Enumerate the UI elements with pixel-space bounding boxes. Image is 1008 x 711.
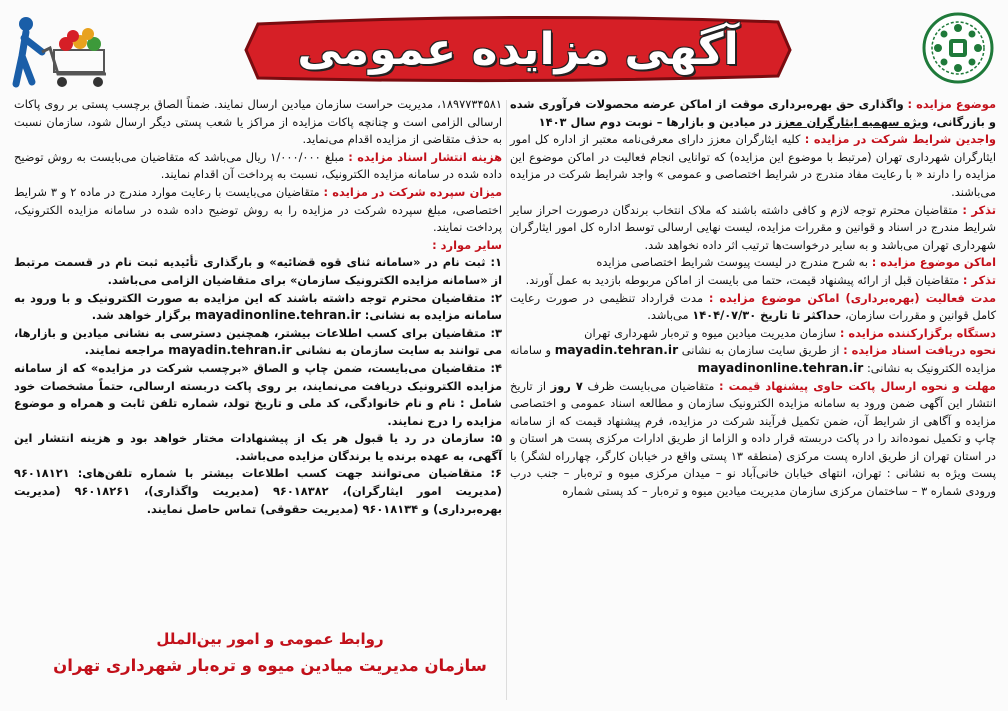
note1-paragraph xyxy=(510,202,996,255)
note2-text: متقاضیان قبل از ارائه پیشنهاد قیمت، حتما می بایست از اماکن مربوطه بازدید به عمل آورند. xyxy=(525,272,960,287)
duration-paragraph xyxy=(510,290,996,325)
subject-paragraph xyxy=(510,96,996,131)
item-3-url[interactable]: mayadin.tehran.ir xyxy=(168,343,292,358)
note2-label: تذکر : xyxy=(962,272,996,287)
fee-text: مبلغ ۱/۰۰۰/۰۰۰ ریال می‌باشد که متقاضیان می‌بایست به روش توضیح داده شده در سامانه مزایده الکترونیک، نسبت به پرداخت آن اقدام نمایند. xyxy=(14,149,502,182)
organizer-paragraph xyxy=(510,325,996,343)
subject-text-2: در میادین و بازارها – نوبت دوم سال ۱۴۰۳ xyxy=(538,114,772,129)
title-banner xyxy=(238,10,798,88)
subject-label: موضوع مزایده : xyxy=(907,97,997,111)
left-column xyxy=(14,96,502,518)
deadline-bold: ۷ روز xyxy=(550,378,583,393)
places-label: اماکن موضوع مزایده : xyxy=(871,255,996,270)
item-3-text-a: ۳: متقاضیان برای کسب اطلاعات بیشتر، همچنین دسترسی به نشانی میادین و بازارها، می توانند به سایت سازمان به نشانی xyxy=(14,325,502,358)
duration-text-2: می‌باشد. xyxy=(647,308,689,323)
header xyxy=(0,0,1008,100)
note1-label: تذکر : xyxy=(962,202,996,217)
deposit-paragraph xyxy=(14,184,502,237)
duration-bold: حداکثر تا تاریخ ۱۴۰۴/۰۷/۳۰ xyxy=(692,308,842,323)
fee-label: هزینه انتشار اسناد مزایده : xyxy=(348,149,503,164)
places-text: به شرح مندرج در لیست پیوست شرایط اختصاصی مزایده xyxy=(596,255,869,270)
item-4: ۴: متقاضیان می‌بایست، ضمن چاپ و الصاق «برچسب شرکت در مزایده» که از سامانه مزایده الکترونیک دریافت می‌نمایند، بر روی پاکت دربسته ارسالی، حتماً مشخصات خود شامل : نام و نام خانوادگی، کد ملی و تاریخ تولد، شماره تلفن ثابت و همراه و موضوع مزایده را درج نمایند. xyxy=(14,360,502,428)
organizer-text: سازمان مدیریت میادین میوه و تره‌بار شهرداری تهران xyxy=(584,325,837,340)
subject-underline: ویژه سهمیه ایثارگران معزز xyxy=(775,114,929,129)
item-5: ۵: سازمان در رد یا قبول هر یک از پیشنهادات مختار خواهد بود و هزینه انتشار این آگهی، به عهده برنده یا برندگان مزایده می‌باشد. xyxy=(14,431,502,463)
other-label: سایر موارد : xyxy=(432,237,502,252)
item-2-url[interactable]: mayadinonline.tehran.ir xyxy=(195,308,361,323)
other-heading xyxy=(14,237,502,255)
deadline-text: متقاضیان می‌بایست ظرف xyxy=(587,378,715,393)
deadline-text-2: از تاریخ انتشار این آگهی ضمن ورود به سامانه مزایده الکترونیک سازمان و مطالعه اسناد عمومی و اختصاصی مزایده و آگاهی از شرایط آن، ضمن تکمیل فرآیند شرکت در مزایده، فرم پیشنهاد قیمت که از سامانه چاپ و تکمیل نموده‌اند را در پاکت دربسته قرار داده و الزاما از طریق ادارات مرکزی پست هر استان و در استان تهران از طریق اداره پست مرکزی (منطقه ۱۳ پستی واقع در خیابان کارگر، چهارراه لشگر) با پست ویژه به نشانی : تهران، انتهای خیابان خانی‌آباد نو – میدان مرکزی میوه و تره‌بار – جنب درب ورودی شماره ۳ – ساختمان مرکزی سازمان مدیریت میادین میوه و تره‌بار – کد پستی شماره xyxy=(510,378,996,499)
duration-label: مدت فعالیت (بهره‌برداری) اماکن موضوع مزایده : xyxy=(708,290,996,305)
right-column xyxy=(510,96,996,501)
tehran-municipality-seal-icon xyxy=(922,12,994,84)
places-paragraph xyxy=(510,254,996,272)
organizer-label: دستگاه برگزارکننده مزایده : xyxy=(839,325,996,340)
eligibility-text: کلیه ایثارگران معزز دارای معرفی‌نامه معتبر از اداره کل امور ایثارگران شهرداری تهران (مرتبط با موضوع این مزایده) که توانایی انجام فعالیت در اماکن موضوع این مزایده را دارند « با رعایت مفاد مندرج در شرایط اختصاصی و عمومی » واجد شرایط شرکت در مزایده می‌باشند. xyxy=(510,132,996,199)
item-1: ۱: ثبت نام در «سامانه ثنای قوه قضائیه» و بارگذاری تأئیدیه ثبت نام در قسمت مرتبط از «سامانه مزایده الکترونیک سازمان» برای متقاضیان الزامی می‌باشد. xyxy=(14,255,502,287)
item-2-text-b: برگزار خواهد شد. xyxy=(91,308,192,323)
docs-label: نحوه دریافت اسناد مزایده : xyxy=(843,343,996,358)
deposit-text: متقاضیان می‌بایست با رعایت موارد مندرج در ماده ۲ و ۳ شرایط اختصاصی، مبلغ سپرده شرکت در مزایده را به روش توضیح داده شده در سامانه مزایده الکترونیک، پرداخت نمایند. xyxy=(14,184,502,235)
subject-text: واگذاری حق بهره‌برداری موقت از اماکن عرضه محصولات فرآوری شده و بازرگانی، xyxy=(510,97,996,129)
item-2 xyxy=(14,290,502,325)
column-divider xyxy=(506,100,507,700)
deadline-paragraph xyxy=(510,378,996,501)
note1-text: متقاضیان محترم توجه لازم و کافی داشته باشند که ملاک انتخاب برندگان درصورت احراز سایر شرایط مندرج در اسناد و قوانین و مقررات مزایده، لیست نهایی ارسالی توسط اداره کل امور ایثارگران شهرداری تهران می‌باشد و به سایر درخواست‌ها ترتیب اثر داده نخواهد شد. xyxy=(510,202,996,252)
person-pushing-fruit-cart-icon xyxy=(8,12,118,92)
item-3 xyxy=(14,325,502,360)
item-6: ۶: متقاضیان می‌توانند جهت کسب اطلاعات بیشتر با شماره تلفن‌های: ۹۶۰۱۸۱۲۱ (مدیریت امور ایثارگران)، ۹۶۰۱۸۳۸۲ (مدیریت واگذاری)، ۹۶۰۱۸۲۶۱ (مدیریت بهره‌برداری) و ۹۶۰۱۸۱۳۴ (مدیریت حقوقی) تماس حاصل نمایند. xyxy=(14,466,502,516)
fee-paragraph xyxy=(14,149,502,184)
item-2-text-a: ۲: متقاضیان محترم توجه داشته باشند که این مزایده به صورت الکترونیک و با ورود به سامانه مزایده به نشانی: xyxy=(14,290,502,323)
signature-organization: سازمان مدیریت میادین میوه و تره‌بار شهرداری تهران xyxy=(53,656,487,675)
item-3-text-b: مراجعه نمایند. xyxy=(84,343,165,358)
docs-text-2: و سامانه مزایده الکترونیک به نشانی: xyxy=(510,343,996,375)
duration-text: مدت قرارداد تنظیمی در صورت رعایت کامل قوانین و مقررات سازمان، xyxy=(510,290,996,323)
docs-url-2[interactable]: mayadinonline.tehran.ir xyxy=(697,360,864,375)
page-title: آگهی مزایده عمومی xyxy=(297,23,739,75)
postal-text: ۱۸۹۷۷۳۴۵۸۱، مدیریت حراست سازمان میادین ارسال نمایند. ضمناً الصاق برچسب پستی بر روی پاکات ارسالی الزامی است و چنانچه پاکات مزایده از مراکز یا شعب پستی دیگر ارسال شود، سازمان نسبت به حذف متقاضی از مزایده اقدام می‌نماید. xyxy=(14,97,502,147)
signature-public-relations: روابط عمومی و امور بین‌الملل xyxy=(156,630,384,648)
postal-paragraph xyxy=(14,96,502,149)
deposit-label: میزان سپرده شرکت در مزایده : xyxy=(323,184,502,199)
docs-url-1[interactable]: mayadin.tehran.ir xyxy=(554,343,679,358)
eligibility-paragraph xyxy=(510,131,996,201)
note2-paragraph xyxy=(510,272,996,290)
eligibility-label: واجدین شرایط شرکت در مزایده : xyxy=(804,132,996,147)
deadline-label: مهلت و نحوه ارسال پاکت حاوی پیشنهاد قیمت : xyxy=(719,378,996,393)
docs-paragraph xyxy=(510,342,996,377)
docs-text: از طریق سایت سازمان به نشانی xyxy=(681,343,840,358)
